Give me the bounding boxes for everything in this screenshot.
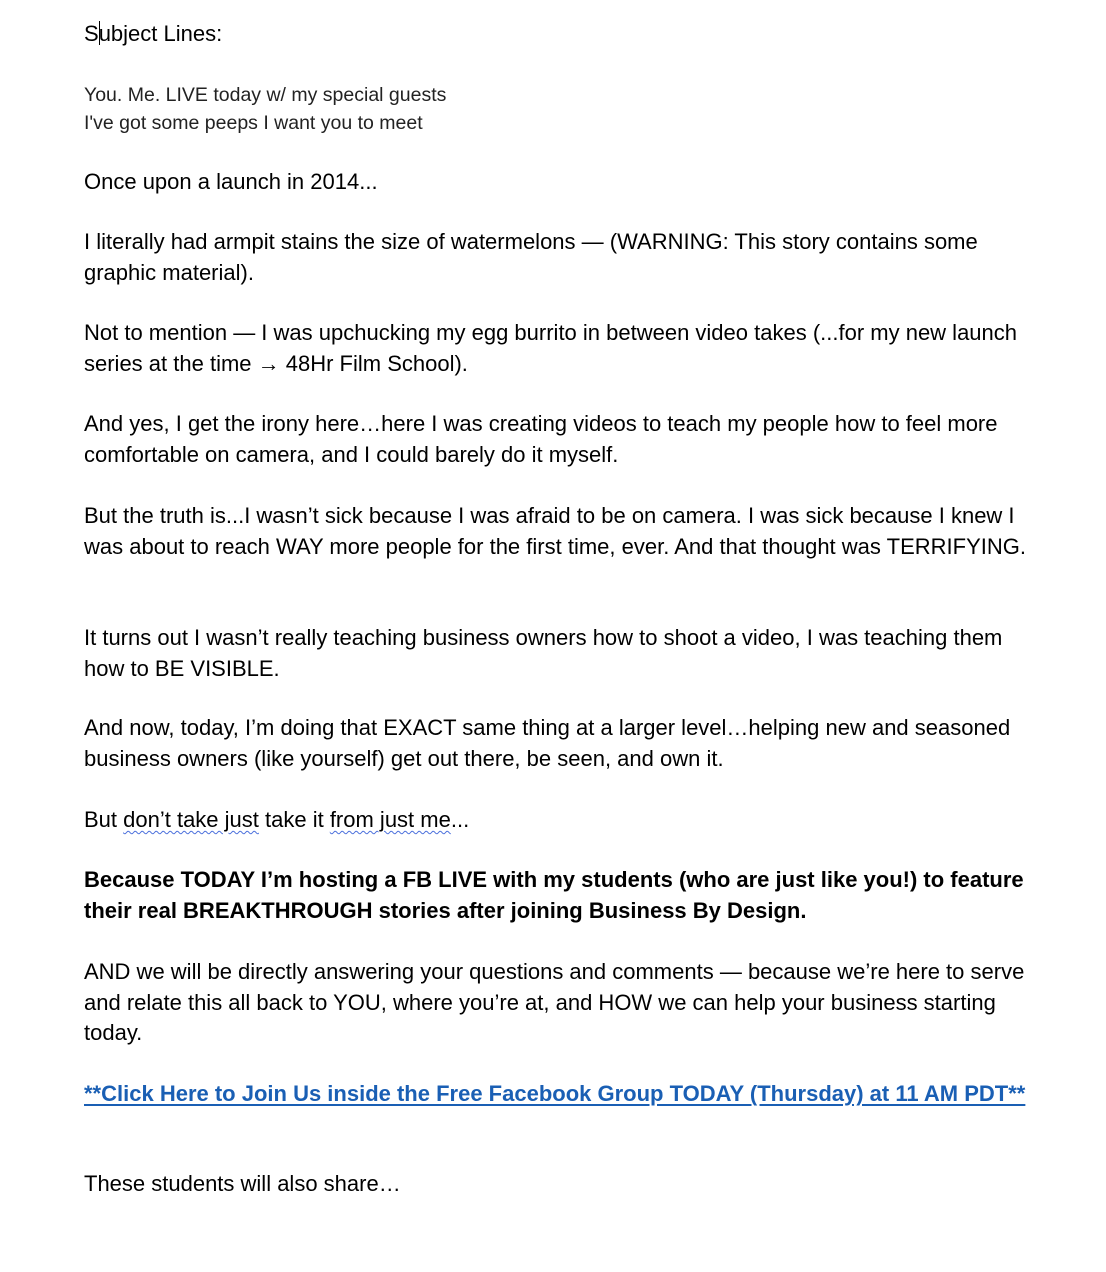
paragraph-5: But the truth is...I wasn’t sick because I was afraid to be on camera. I was sick because I knew I was about to reach WAY more people for the first time, ever. And that thought was TERRIFYING.	[84, 503, 1026, 559]
spellcheck-flag-2[interactable]: from just me	[329, 807, 451, 832]
subject-line-1: You. Me. LIVE today w/ my special guests	[84, 84, 447, 106]
paragraph-10: AND we will be directly answering your questions and comments — because we’re here to serve and relate this all back to YOU, where you’re at, and HOW we can help your business starting today.	[84, 959, 1025, 1045]
spellcheck-flag-1[interactable]: don’t take just	[123, 807, 259, 832]
paragraph-2: I literally had armpit stains the size of watermelons — (WARNING: This story contains some graphic material).	[84, 229, 978, 285]
subject-heading-rest: ubject Lines:	[98, 21, 223, 46]
paragraph-7: And now, today, I’m doing that EXACT same thing at a larger level…helping new and seasoned business owners (like yourself) get out there, be seen, and own it.	[84, 715, 1011, 771]
paragraph-8	[84, 805, 1029, 836]
paragraph-4: And yes, I get the irony here…here I was creating videos to teach my people how to feel more comfortable on camera, and I could barely do it myself.	[84, 411, 998, 467]
paragraph-6: It turns out I wasn’t really teaching business owners how to shoot a video, I was teaching them how to BE VISIBLE.	[84, 625, 1003, 681]
paragraph-8-part-3: take it	[258, 807, 330, 832]
paragraph-11: These students will also share…	[84, 1171, 401, 1196]
join-link-paragraph	[84, 1079, 1029, 1110]
subject-lines-heading	[84, 19, 222, 49]
subject-heading-first-char: S	[84, 21, 99, 46]
paragraph-1: Once upon a launch in 2014...	[84, 169, 378, 194]
join-facebook-group-link[interactable]: **Click Here to Join Us inside the Free Facebook Group TODAY (Thursday) at 11 AM PDT**	[84, 1081, 1026, 1106]
paragraph-8-part-5: ...	[450, 807, 470, 832]
paragraph-8-part-1: But	[84, 807, 124, 832]
paragraph-3: Not to mention — I was upchucking my egg burrito in between video takes (...for my new launch series at the time → 48Hr Film School).	[84, 320, 1018, 376]
paragraph-9-bold: Because TODAY I’m hosting a FB LIVE with my students (who are just like you!) to feature their real BREAKTHROUGH stories after joining Business By Design.	[84, 867, 1024, 923]
subject-line-2: I've got some peeps I want you to meet	[84, 112, 423, 134]
